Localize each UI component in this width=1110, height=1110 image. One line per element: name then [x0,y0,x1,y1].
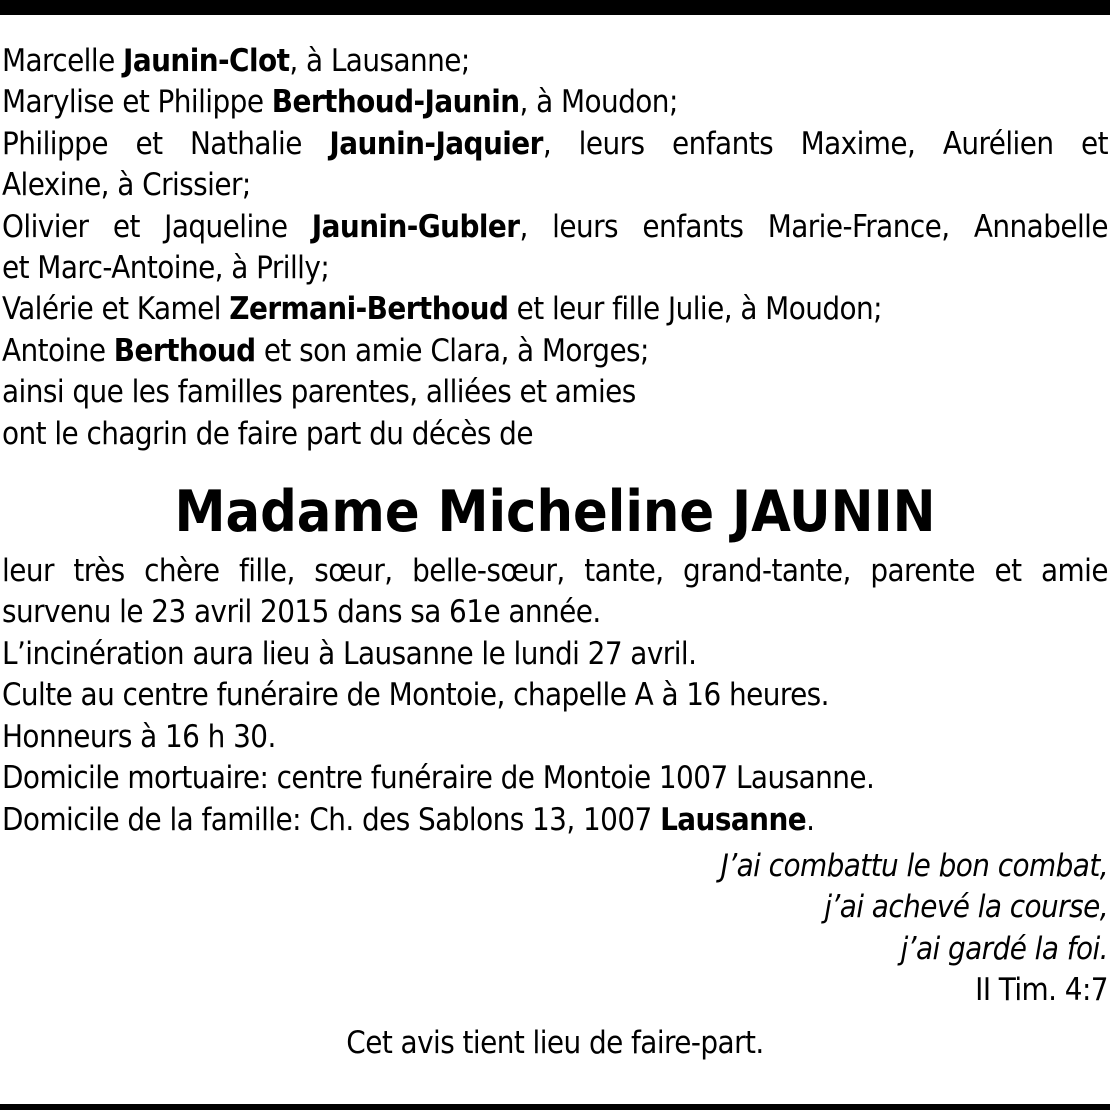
detail-line: survenu le 23 avril 2015 dans sa 61e année. [2,594,601,631]
quote-line: j’ai gardé la foi. [900,930,1108,967]
family-line: ainsi que les familles parentes, alliées et amies [2,374,636,411]
family-line: Philippe et Nathalie Jaunin-Jaquier, leurs enfants Maxime, Aurélien et [2,125,1108,162]
family-line: Antoine Berthoud et son amie Clara, à Morges; [2,332,649,369]
quote-line: J’ai combattu le bon combat, [720,847,1108,884]
family-line: Valérie et Kamel Zermani-Berthoud et leur fille Julie, à Moudon; [2,291,882,328]
family-line: Olivier et Jaqueline Jaunin-Gubler, leurs enfants Marie-France, Annabelle [2,208,1109,245]
detail-line: leur très chère fille, sœur, belle-sœur, tante, grand-tante, parente et amie [2,553,1108,590]
notice-footer: Cet avis tient lieu de faire-part. [346,1024,764,1061]
top-rule [0,0,1110,15]
quote-line: j’ai achevé la course, [824,889,1108,926]
death-notice [2,41,1108,1064]
detail-line: L’incinération aura lieu à Lausanne le lundi 27 avril. [2,635,697,672]
detail-line: Culte au centre funéraire de Montoie, chapelle A à 16 heures. [2,677,829,714]
bottom-rule [0,1104,1110,1110]
family-line: et Marc-Antoine, à Prilly; [2,250,330,287]
family-line: Alexine, à Crissier; [2,167,251,204]
deceased-name: Madame Micheline JAUNIN [174,479,936,546]
detail-line: Honneurs à 16 h 30. [2,718,276,755]
bible-quote [2,846,1108,1012]
detail-line: Domicile de la famille: Ch. des Sablons 13, 1007 Lausanne. [2,801,815,838]
family-line: ont le chagrin de faire part du décès de [2,415,533,452]
funeral-details [2,551,1108,841]
family-line: Marcelle Jaunin-Clot, à Lausanne; [2,43,470,79]
detail-line: Domicile mortuaire: centre funéraire de Montoie 1007 Lausanne. [2,760,875,797]
family-line: Marylise et Philippe Berthoud-Jaunin, à Moudon; [2,84,678,121]
quote-reference: II Tim. 4:7 [975,972,1108,1009]
family-list [2,41,1108,455]
